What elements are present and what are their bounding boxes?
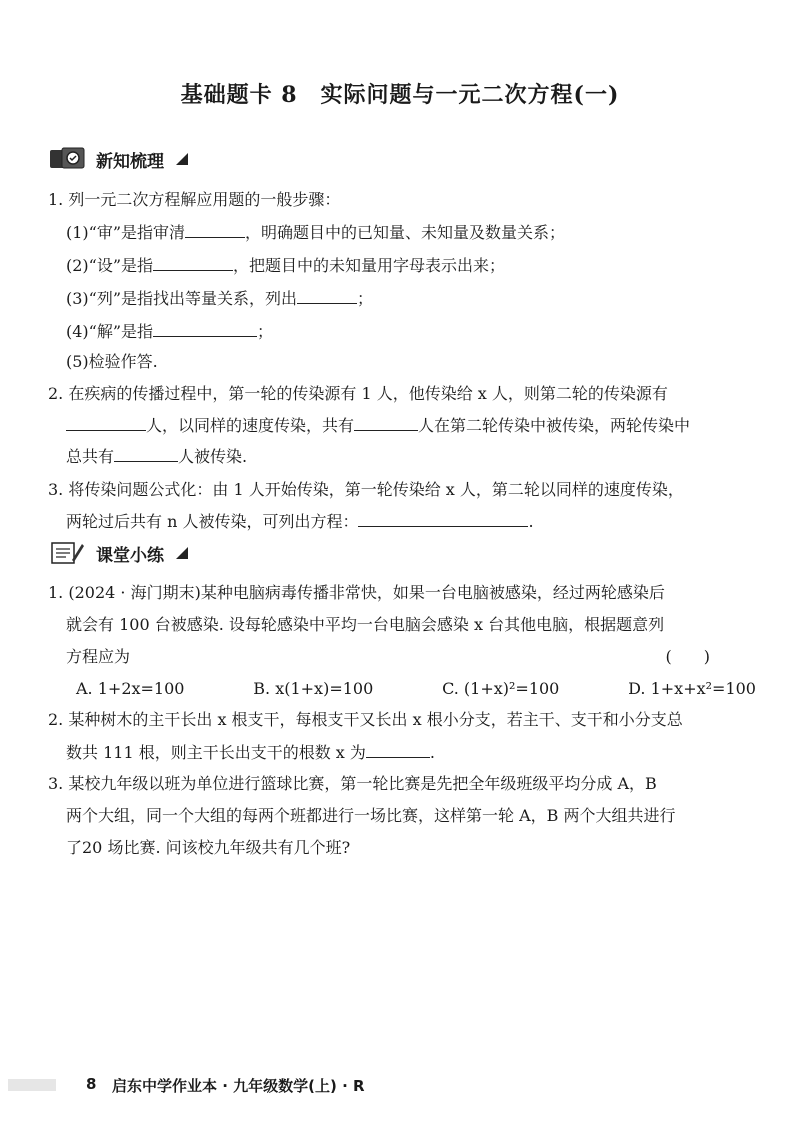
answer-blank[interactable] <box>297 285 357 304</box>
section-label: 课堂小练 <box>96 545 164 566</box>
q1-step5: (5)检验作答. <box>66 352 158 371</box>
choice-d[interactable]: D. 1+x+x²=100 <box>628 679 756 698</box>
book-title: 启东中学作业本 · 九年级数学(上) · R <box>112 1077 365 1095</box>
p1-line3 <box>66 644 756 670</box>
q2-line3 <box>66 443 247 470</box>
page-footer <box>0 1073 800 1097</box>
text-span: ； <box>257 322 274 341</box>
text-span: . <box>528 512 534 531</box>
notebook-pencil-icon <box>48 540 86 566</box>
choice-a[interactable]: A. 1+2x=100 <box>76 679 185 698</box>
text-span: 总共有 <box>66 447 115 466</box>
q2-line2 <box>66 412 690 439</box>
text-span: ，明确题目中的已知量、未知量及数量关系； <box>245 223 566 242</box>
p2-line2 <box>66 739 435 766</box>
answer-blank[interactable] <box>185 219 245 238</box>
text-span: (2)“设”是指 <box>66 256 154 275</box>
answer-blank[interactable] <box>153 252 233 271</box>
q2-line1: 2. 在疾病的传播过程中，第一轮的传染源有 1 人，他传染给 x 人，则第二轮的传染源有 <box>48 384 668 403</box>
q1-step4 <box>66 318 273 345</box>
q1-step1 <box>66 219 565 246</box>
text-span: 人，以同样的速度传染，共有 <box>146 416 355 435</box>
text-span: ，把题目中的未知量用字母表示出来； <box>233 256 506 275</box>
text-span: 人在第二轮传染中被传染，两轮传染中 <box>418 416 691 435</box>
q1-intro: 1. 列一元二次方程解应用题的一般步骤： <box>48 190 341 209</box>
page-title: 基础题卡 8 实际问题与一元二次方程(一) <box>180 82 620 108</box>
book-icon <box>48 146 86 172</box>
text-span: (3)“列”是指找出等量关系，列出 <box>66 289 298 308</box>
choice-b[interactable]: B. x(1+x)=100 <box>253 679 374 698</box>
answer-blank[interactable] <box>358 508 528 527</box>
p1-line2: 就会有 100 台被感染. 设每轮感染中平均一台电脑会感染 x 台其他电脑，根据题意列 <box>66 615 665 634</box>
p2-line1: 2. 某种树木的主干长出 x 根支干，每根支干又长出 x 根小分支，若主干、支干和小分支总 <box>48 710 683 729</box>
text-span: 方程应为 <box>66 647 131 666</box>
p3-line2: 两个大组，同一个大组的每两个班都进行一场比赛，这样第一轮 A，B 两个大组共进行 <box>66 806 676 825</box>
p3-line3: 了20 场比赛. 问该校九年级共有几个班? <box>66 838 351 857</box>
choice-c[interactable]: C. (1+x)²=100 <box>442 679 560 698</box>
p3-line1: 3. 某校九年级以班为单位进行篮球比赛，第一轮比赛是先把全年级班级平均分成 A，B <box>48 774 657 793</box>
text-span: 数共 111 根，则主干长出支干的根数 x 为 <box>66 743 366 762</box>
section-header-classroom-practice <box>48 538 190 568</box>
q1-step2 <box>66 252 505 279</box>
answer-parentheses[interactable]: ( ) <box>665 647 710 666</box>
answer-blank[interactable] <box>66 412 146 431</box>
text-span: (4)“解”是指 <box>66 322 154 341</box>
text-span: (1)“审”是指审清 <box>66 223 186 242</box>
q3-line1: 3. 将传染问题公式化：由 1 人开始传染，第一轮传染给 x 人，第二轮以同样的速度传染， <box>48 480 684 499</box>
text-span: 两轮过后共有 n 人被传染，可列出方程： <box>66 512 359 531</box>
footer-gray-bar <box>8 1079 56 1091</box>
section-label: 新知梳理 <box>96 151 164 172</box>
section-header-new-knowledge <box>48 144 190 174</box>
answer-blank[interactable] <box>153 318 257 337</box>
text-span: . <box>429 743 436 762</box>
p1-choices <box>76 676 756 702</box>
p1-line1: 1. (2024 · 海门期末)某种电脑病毒传播非常快，如果一台电脑被感染，经过两轮感染后 <box>48 583 665 602</box>
q1-step3 <box>66 285 373 312</box>
triangle-decoration-icon <box>174 151 190 167</box>
text-span: ； <box>357 289 374 308</box>
answer-blank[interactable] <box>114 443 178 462</box>
answer-blank[interactable] <box>354 412 418 431</box>
triangle-decoration-icon <box>174 545 190 561</box>
answer-blank[interactable] <box>366 739 430 758</box>
q3-line2 <box>66 508 534 535</box>
text-span: 人被传染. <box>178 447 248 466</box>
page-number: 8 <box>86 1075 97 1093</box>
